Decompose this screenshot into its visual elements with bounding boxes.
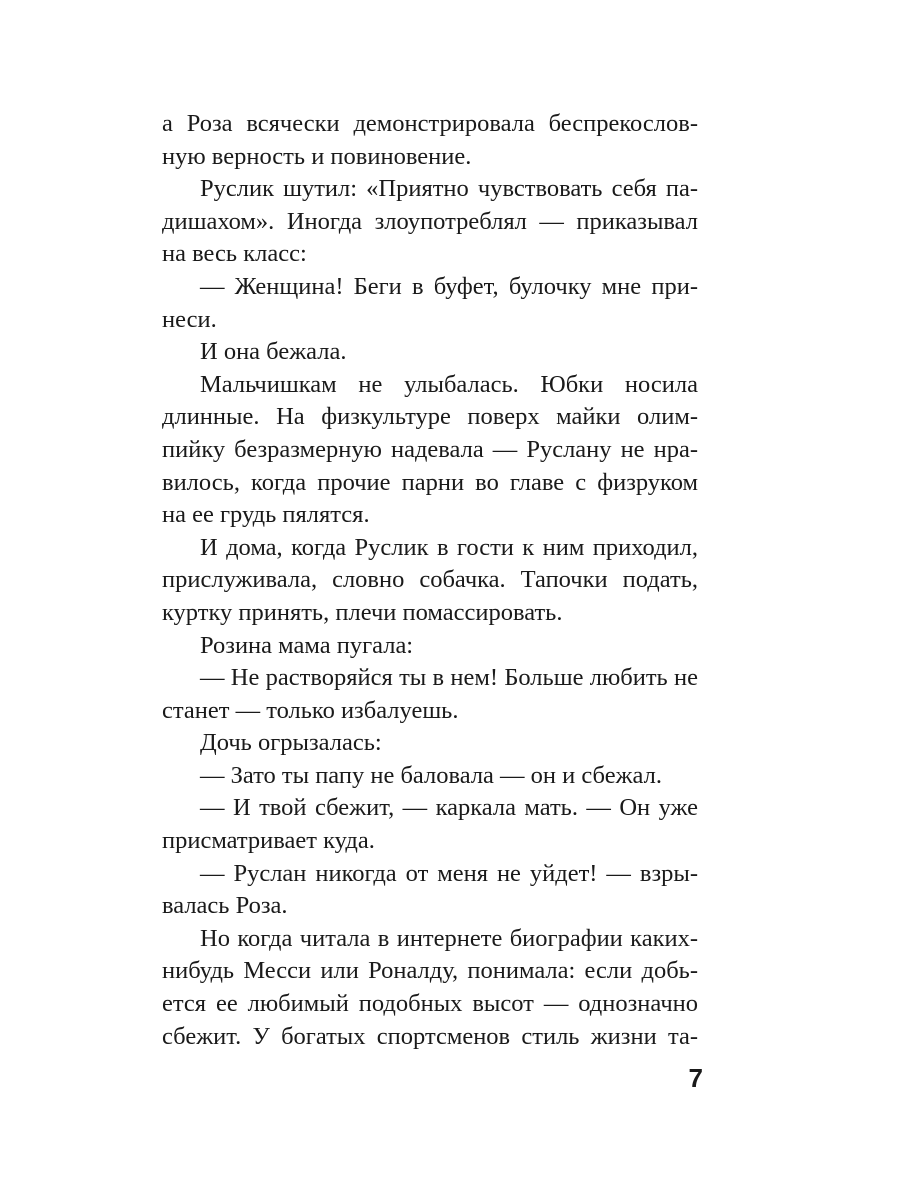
text-line: — Зато ты папу не баловала — он и сбежал.	[200, 761, 662, 789]
text-line: Розина мама пугала:	[200, 631, 414, 659]
text-line: Мальчишкам не улыбалась. Юбки носила	[200, 370, 698, 398]
text-line: ную верность и повиновение.	[162, 142, 472, 170]
text-line: Руслик шутил: «Приятно чувствовать себя па-	[200, 175, 698, 203]
text-line: Дочь огрызалась:	[200, 729, 382, 757]
text-line: куртку принять, плечи помассировать.	[162, 598, 563, 626]
text-line: станет — только избалуешь.	[162, 696, 459, 724]
text-line: Но когда читала в интернете биографии каких-	[200, 924, 698, 952]
text-line: на весь класс:	[162, 240, 307, 268]
text-line: длинные. На физкультуре поверх майки олим-	[162, 403, 698, 431]
page-body	[162, 108, 698, 1053]
text-line: ется ее любимый подобных высот — однозначно	[162, 990, 698, 1018]
text-line: а Роза всячески демонстрировала беспрекослов-	[162, 110, 698, 137]
text-line: присматривает куда.	[162, 827, 375, 855]
text-line: И дома, когда Руслик в гости к ним приходил,	[200, 533, 698, 561]
text-line: на ее грудь пялятся.	[162, 501, 370, 529]
text-line: дишахом». Иногда злоупотреблял — приказывал	[162, 207, 698, 235]
text-line: неси.	[162, 305, 217, 333]
page-number: 7	[688, 1063, 703, 1093]
text-line: сбежит. У богатых спортсменов стиль жизни та-	[162, 1022, 698, 1050]
text-line: — Не растворяйся ты в нем! Больше любить не	[200, 664, 698, 692]
text-line: — Руслан никогда от меня не уйдет! — взры-	[200, 859, 698, 887]
text-line: прислуживала, словно собачка. Тапочки подать,	[162, 566, 698, 594]
text-line: вилось, когда прочие парни во главе с физруком	[162, 468, 698, 496]
text-line: — Женщина! Беги в буфет, булочку мне при-	[200, 272, 698, 300]
text-line: пийку безразмерную надевала — Руслану не нра-	[162, 435, 698, 463]
text-line: нибудь Месси или Роналду, понимала: если добь-	[162, 957, 698, 985]
text-line: — И твой сбежит, — каркала мать. — Он уже	[200, 794, 698, 822]
text-line: валась Роза.	[162, 892, 288, 920]
text-line: И она бежала.	[200, 338, 347, 366]
